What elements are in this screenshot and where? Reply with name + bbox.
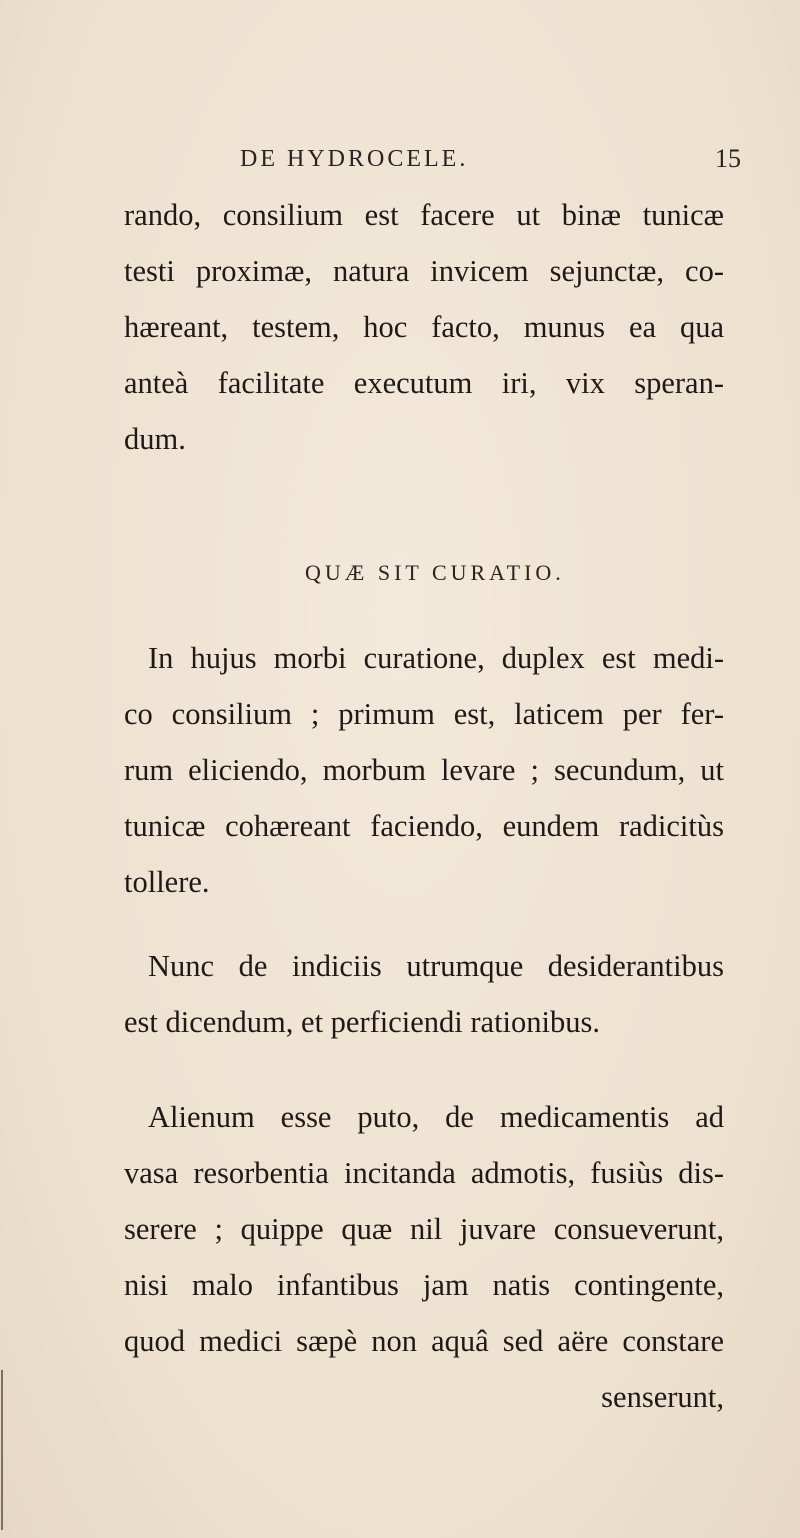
text-line: rum eliciendo, morbum levare ; secundum, ut [124, 753, 724, 787]
page-edge-mark [1, 1370, 3, 1530]
text-line: est dicendum, et perficiendi rationibus. [124, 1005, 600, 1039]
text-line: tollere. [124, 865, 210, 899]
paragraph-1 [124, 187, 724, 467]
text-line: vasa resorbentia incitanda admotis, fusiùs dis- [124, 1156, 724, 1190]
text-line: serere ; quippe quæ nil juvare consueverunt, [124, 1212, 724, 1246]
paragraph-3 [124, 938, 724, 1050]
paragraph-2 [124, 630, 724, 910]
page-number: 15 [715, 144, 741, 173]
text-line: Nunc de indiciis utrumque desiderantibus [148, 949, 724, 983]
section-heading-text: QUÆ SIT CURATIO. [305, 560, 565, 585]
text-line: hæreant, testem, hoc facto, munus ea qua [124, 310, 724, 344]
text-line: nisi malo infantibus jam natis contingente, [124, 1268, 724, 1302]
paragraph-4 [124, 1089, 724, 1425]
running-head [0, 140, 800, 180]
text-line: quod medici sæpè non aquâ sed aëre constare [124, 1324, 724, 1358]
catchword: senserunt, [601, 1380, 724, 1414]
text-line: Alienum esse puto, de medicamentis ad [148, 1100, 724, 1134]
text-line: rando, consilium est facere ut binæ tunicæ [124, 198, 724, 232]
text-line: anteà facilitate executum iri, vix speran- [124, 366, 724, 400]
text-line: co consilium ; primum est, laticem per fer- [124, 697, 724, 731]
text-line: testi proximæ, natura invicem sejunctæ, co- [124, 254, 724, 288]
text-line: tunicæ cohæreant faciendo, eundem radicitùs [124, 809, 724, 843]
text-line: dum. [124, 422, 186, 456]
text-line: In hujus morbi curatione, duplex est medi- [148, 641, 724, 675]
running-head-title: DE HYDROCELE. [240, 146, 469, 172]
